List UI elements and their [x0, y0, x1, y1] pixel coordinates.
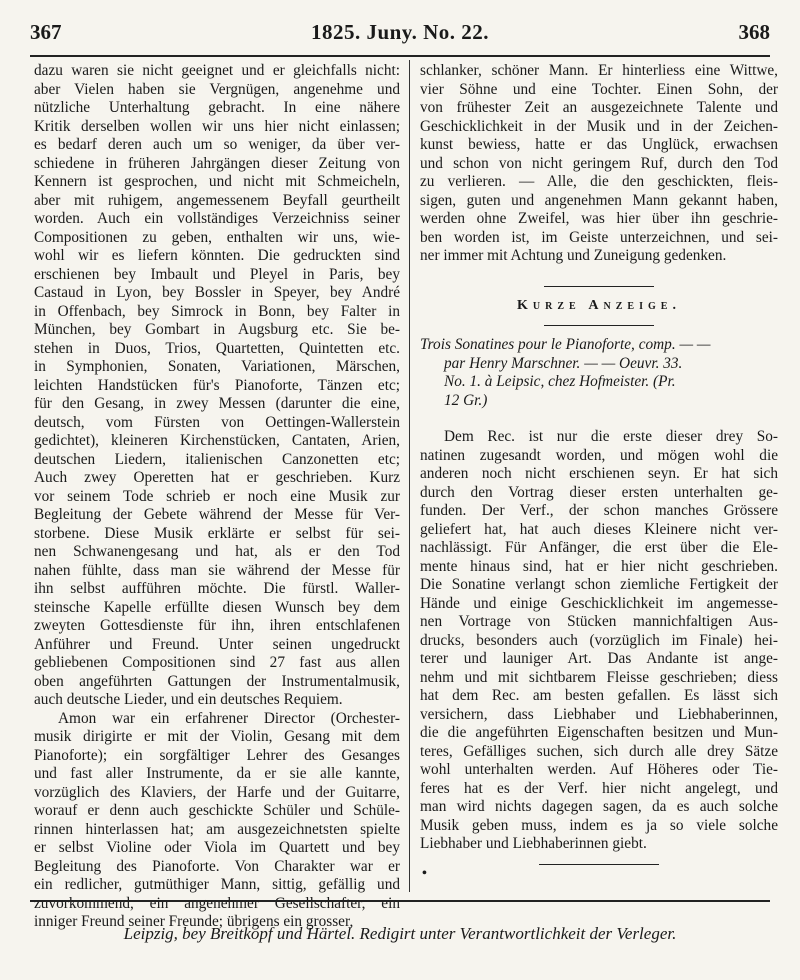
text-line: nehm und mit sichtbarem Fleisse geschrieben; diess — [420, 668, 778, 686]
text-line: wohl wir es liefern könnten. Die gedruckten sind — [34, 247, 400, 264]
text-line: durch den Vortrag dieser ersten unterhalten ge- — [420, 483, 778, 501]
left-column — [34, 62, 400, 932]
page-number-right: 368 — [738, 20, 770, 44]
text-line: aber mit ruhigem, angemessenem Beyfall geurtheilt — [34, 191, 400, 209]
text-line: Castaud in Lyon, bey Bossler in Speyer, bey André — [34, 284, 400, 301]
text-line: versichern, dass Liebhaber und Liebhaberinnen, — [420, 705, 778, 723]
text-line: leichten Handstücken für's Pianoforte, Tänzen etc; — [34, 376, 400, 394]
text-line: deutschen Liedern, italienischen Canzonetten etc; — [34, 450, 400, 468]
text-line: und fast aller Instrumente, da er sie alle kannte, — [34, 765, 400, 782]
text-line: worden. Auch ein vollständiges Verzeichniss seiner — [34, 210, 400, 227]
text-line: ben worden ist, im Geiste unterzeichnen, und sei- — [420, 228, 778, 246]
text-line: Anführer und Freund. Unter seinen ungedruckt — [34, 635, 400, 653]
end-mark: • — [422, 865, 427, 881]
text-line: sigen, guten und angenehmen Mann gekannt haben, — [420, 191, 778, 209]
text-line: die die angeführten Eigenschaften besitzen und Mun- — [420, 724, 778, 741]
text-line: gedichtet), kleineren Kirchenstücken, Cantaten, Arien, — [34, 432, 400, 449]
text-line: Begleitung des Pianoforte. Von Charakter war er — [34, 857, 400, 875]
text-line: Compositionen zu geben, enthalten wir uns, wie- — [34, 228, 400, 246]
text-line: erschienen bey Imbault und Pleyel in Paris, bey — [34, 265, 400, 283]
page-header — [30, 16, 770, 52]
text-line: München, bey Gombart in Augsburg etc. Sie be- — [34, 321, 400, 338]
review-heading-line: par Henry Marschner. — — Oeuvr. 33. — [444, 354, 683, 372]
text-line: zweyten Gottesdienste für ihn, ihren entschlafenen — [34, 617, 400, 634]
text-line: stehen in Duos, Trios, Quartetten, Quintetten etc. — [34, 339, 400, 357]
text-line: ner immer mit Achtung und Zuneigung gedenken. — [420, 247, 727, 264]
text-line: Kritik derselben wollen wir uns hier nicht einlassen; — [34, 117, 400, 135]
text-line: Pianoforte); ein sorgfältiger Lehrer des Gesanges — [34, 746, 400, 764]
text-line: er selbst Violine oder Viola im Quartett und bey — [34, 839, 400, 856]
text-line: drucks, besonders auch (vorzüglich im Finale) hei- — [420, 631, 778, 649]
text-line: Musik geben muss, indem es ja so viele solche — [420, 816, 778, 834]
text-line: terer und launiger Art. Das Andante ist ange- — [420, 650, 778, 667]
text-line: funden. Der Verf., der schon manches Grössere — [420, 502, 778, 519]
text-line: Hände und einige Geschicklichkeit im angemesse- — [420, 594, 778, 612]
page-number-left: 367 — [30, 20, 62, 44]
text-line: storbene. Diese Musik erklärte er selbst für sei- — [34, 524, 400, 542]
text-line: auch deutsche Lieder, und ein deutsches Requiem. — [34, 691, 343, 708]
publisher-footer: Leipzig, bey Breitkopf und Härtel. Redigirt unter Verantwortlichkeit der Verleger. — [123, 924, 677, 943]
text-line: Dem Rec. ist nur die erste dieser drey So- — [444, 428, 778, 445]
text-line: nachlässigt. Für Anfänger, die erst über die Ele- — [420, 539, 778, 556]
text-line: natinen zugesandt worden, und mögen wohl die — [420, 446, 778, 464]
text-line: nützliche Unterhaltung gebracht. In eine nähere — [34, 99, 400, 116]
obituary-conclusion — [420, 62, 778, 266]
text-line: dazu waren sie nicht geeignet und er gleichfalls nicht: — [34, 62, 400, 79]
text-line: nen Vortrage von Stücken mannichfaltigen Aus- — [420, 613, 778, 630]
footer-rule — [30, 900, 770, 902]
text-line: inniger Freund seiner Freunde; übrigens ein grosser, — [34, 913, 354, 930]
text-line: in Symphonien, Sonaten, Variationen, Märschen, — [34, 358, 400, 375]
text-line: schlanker, schöner Mann. Er hinterliess eine Wittwe, — [420, 62, 778, 79]
text-line: Geschicklichkeit in der Musik und in der Zeichen- — [420, 117, 778, 135]
text-line: Liebhaber und Liebhaberinnen giebt. — [420, 835, 647, 852]
text-line: es bedarf deren auch um so weniger, da über ver- — [34, 136, 400, 153]
text-line: rinnen hinterlassen hat; am ausgezeichnetsten spielte — [34, 820, 400, 838]
text-line: deutsch, vom Fürsten von Oettingen-Wallerstein — [34, 413, 400, 431]
section-rule-top — [544, 286, 654, 287]
column-divider — [409, 60, 410, 892]
review-body — [420, 428, 778, 854]
text-line: ein redlicher, gutmüthiger Mann, sittig, gefällig und — [34, 876, 400, 893]
text-line: teres, Gefälliges suchen, sich durch alle drey Sätze — [420, 742, 778, 760]
text-line: Die Sonatine verlangt schon ziemliche Fertigkeit der — [420, 576, 778, 593]
review-heading-line: Trois Sonatines pour le Pianoforte, comp. — — — [420, 336, 711, 353]
text-line: nen Schwanengesang und hat, als er den Tod — [34, 543, 400, 560]
text-line: steinsche Kapelle erfüllte diesen Wunsch bey dem — [34, 598, 400, 616]
issue-title: 1825. Juny. No. 22. — [310, 20, 490, 44]
review-heading-line: 12 Gr.) — [444, 391, 488, 409]
text-line: Kennern ist gesprochen, und nicht mit Schmeicheln, — [34, 173, 400, 190]
text-line: Auch zwey Operetten hat er geschrieben. Kurz — [34, 469, 400, 486]
text-line: wohl unterhalten werden. Auf Höheres oder Tie- — [420, 761, 778, 778]
text-line: aber Vielen haben sie Vergnügen, angenehme und — [34, 80, 400, 98]
text-line: werden ohne Zweifel, was hier über ihn geschrie- — [420, 210, 778, 227]
text-line: für den Gesang, in zwey Messen (darunter die eine, — [34, 395, 400, 412]
text-line: Begleitung der Gebete während der Messe für Ver- — [34, 506, 400, 523]
text-line: anderen noch nicht erschienen seyn. Er hat sich — [420, 465, 778, 482]
text-line: schiedene in früheren Jahrgängen dieser Zeitung von — [34, 154, 400, 172]
section-rule-bottom — [544, 325, 654, 326]
text-line: in Offenbach, bey Simrock in Bonn, bey Falter in — [34, 302, 400, 320]
review-heading-line: No. 1. à Leipsic, chez Hofmeister. (Pr. — [444, 373, 676, 390]
text-line: oben angeführten Gattungen der Instrumentalmusik, — [34, 672, 400, 690]
text-line: musik dirigirte er mit der Violin, Gesang mit dem — [34, 728, 400, 745]
text-line: hat dem Rec. am besten gefallen. Es lässt sich — [420, 687, 778, 704]
text-line: vor seinem Tode schrieb er noch eine Musik zur — [34, 487, 400, 505]
text-line: kunst bewiess, hatte er das Unglück, erwachsen — [420, 136, 778, 153]
text-line: mente hinaus sind, hat er hier nicht geschrieben. — [420, 557, 778, 575]
text-line: feres hat es der Verf. hier nicht angelegt, und — [420, 779, 778, 797]
text-line: Amon war ein erfahrener Director (Orchester- — [58, 709, 400, 727]
text-line: zu verlieren. — Alle, die den geschickten, fleis- — [420, 173, 778, 190]
right-column — [420, 62, 778, 883]
text-line: man wird nichts dagegen sagen, da es auch solche — [420, 798, 778, 815]
text-line: zuvorkommend, ein angenehmer Gesellschafter, ein — [34, 894, 400, 912]
text-line: vier Söhne und eine Tochter. Einen Sohn, der — [420, 80, 778, 98]
text-line: gebliebenen Compositionen sind 27 fast aus allen — [34, 654, 400, 671]
text-line: geliefert hat, hat auch dieses Kleinere nicht ver- — [420, 520, 778, 538]
header-rule — [30, 55, 770, 57]
text-line: von frühester Zeit an ausgezeichnete Talente und — [420, 99, 778, 116]
text-line: und schon von nicht geringem Ruf, durch den Tod — [420, 154, 778, 172]
text-line: nahen fühlte, dass man sie während der Messe für — [34, 561, 400, 579]
text-line: ihn selbst aufführen möchte. Die fürstl. Waller- — [34, 580, 400, 597]
section-title: Kurze Anzeige. — [517, 297, 681, 313]
review-heading — [420, 336, 778, 410]
text-line: worauf er denn auch geschickte Schüler und Schüle- — [34, 802, 400, 819]
text-line: vorzüglich des Klaviers, der Harfe und der Guitarre, — [34, 783, 400, 801]
